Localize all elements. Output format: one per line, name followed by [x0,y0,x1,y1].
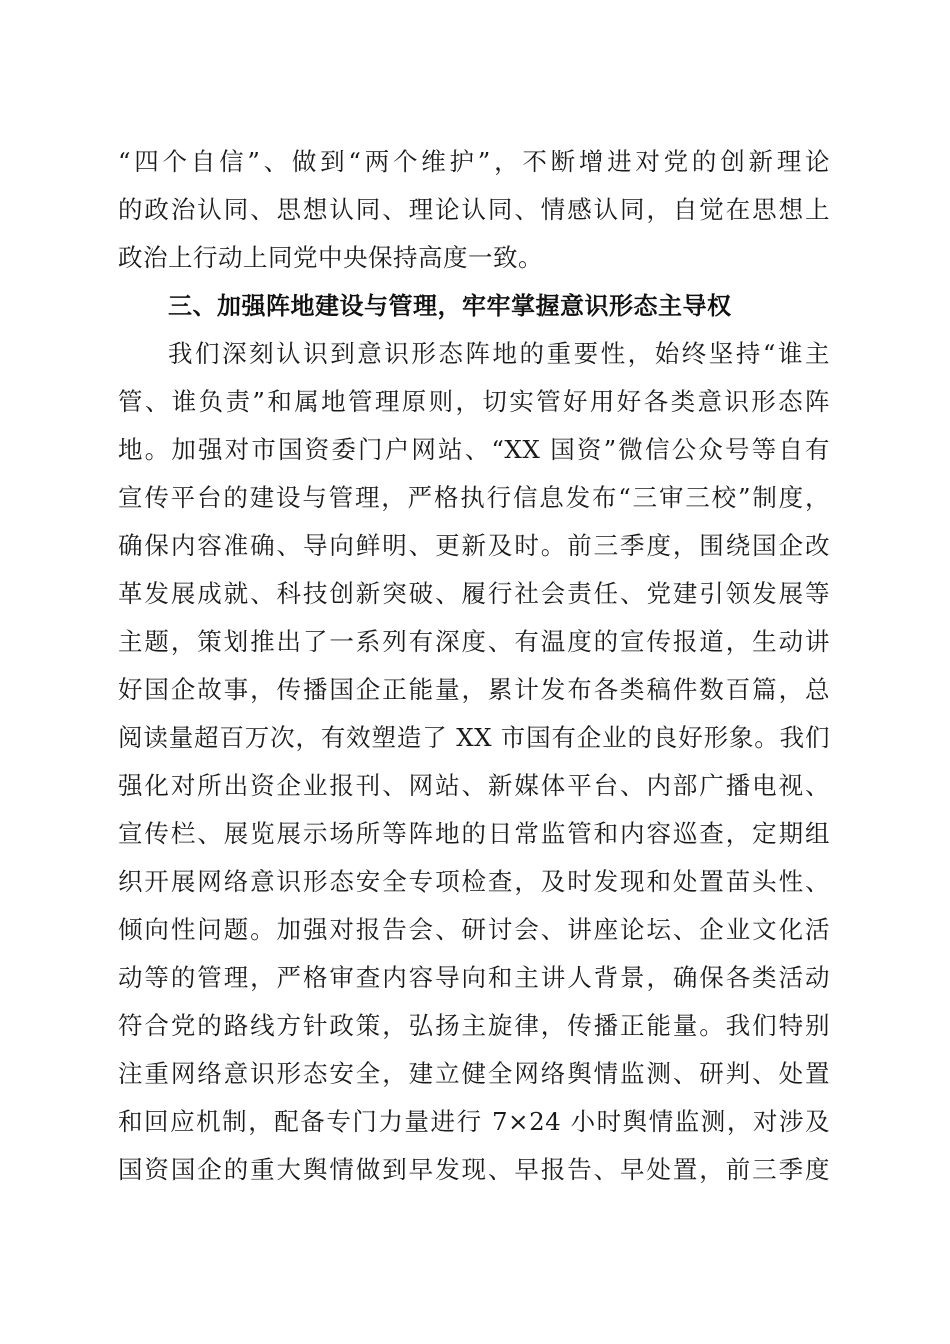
paragraph-line: 管、谁负责”和属地管理原则，切实管好用好各类意识形态阵 [118,387,830,416]
paragraph-line: “四个自信”、做到“两个维护”，不断增进对党的创新理论 [118,147,830,176]
paragraph-line: 我们深刻认识到意识形态阵地的重要性，始终坚持“谁主 [168,339,830,368]
paragraph-line: 动等的管理，严格审查内容导向和主讲人背景，确保各类活动 [118,963,830,992]
paragraph-line: 国资国企的重大舆情做到早发现、早报告、早处置，前三季度 [118,1155,830,1184]
paragraph-line: 织开展网络意识形态安全专项检查，及时发现和处置苗头性、 [118,867,830,896]
paragraph-line: 确保内容准确、导向鲜明、更新及时。前三季度，围绕国企改 [118,531,830,560]
paragraph-line: 的政治认同、思想认同、理论认同、情感认同，自觉在思想上 [118,195,830,224]
paragraph-line: 阅读量超百万次，有效塑造了 XX 市国有企业的良好形象。我们 [118,723,830,752]
paragraph-line: 好国企故事，传播国企正能量，累计发布各类稿件数百篇，总 [118,675,830,704]
paragraph-line: 宣传平台的建设与管理，严格执行信息发布“三审三校”制度， [118,483,830,512]
paragraph-line: 和回应机制，配备专门力量进行 7×24 小时舆情监测，对涉及 [118,1107,830,1136]
paragraph-line: 革发展成就、科技创新突破、履行社会责任、党建引领发展等 [118,579,830,608]
paragraph-line: 倾向性问题。加强对报告会、研讨会、讲座论坛、企业文化活 [118,915,830,944]
paragraph-line: 主题，策划推出了一系列有深度、有温度的宣传报道，生动讲 [118,627,830,656]
paragraph-line: 符合党的路线方针政策，弘扬主旋律，传播正能量。我们特别 [118,1011,830,1040]
paragraph-line: 强化对所出资企业报刊、网站、新媒体平台、内部广播电视、 [118,771,830,800]
paragraph-line: 注重网络意识形态安全，建立健全网络舆情监测、研判、处置 [118,1059,830,1088]
paragraph-line: 政治上行动上同党中央保持高度一致。 [118,243,543,272]
section-heading: 三、加强阵地建设与管理，牢牢掌握意识形态主导权 [168,292,732,320]
paragraph-line: 宣传栏、展览展示场所等阵地的日常监管和内容巡查，定期组 [118,819,830,848]
paragraph-line: 地。加强对市国资委门户网站、“XX 国资”微信公众号等自有 [118,435,830,464]
